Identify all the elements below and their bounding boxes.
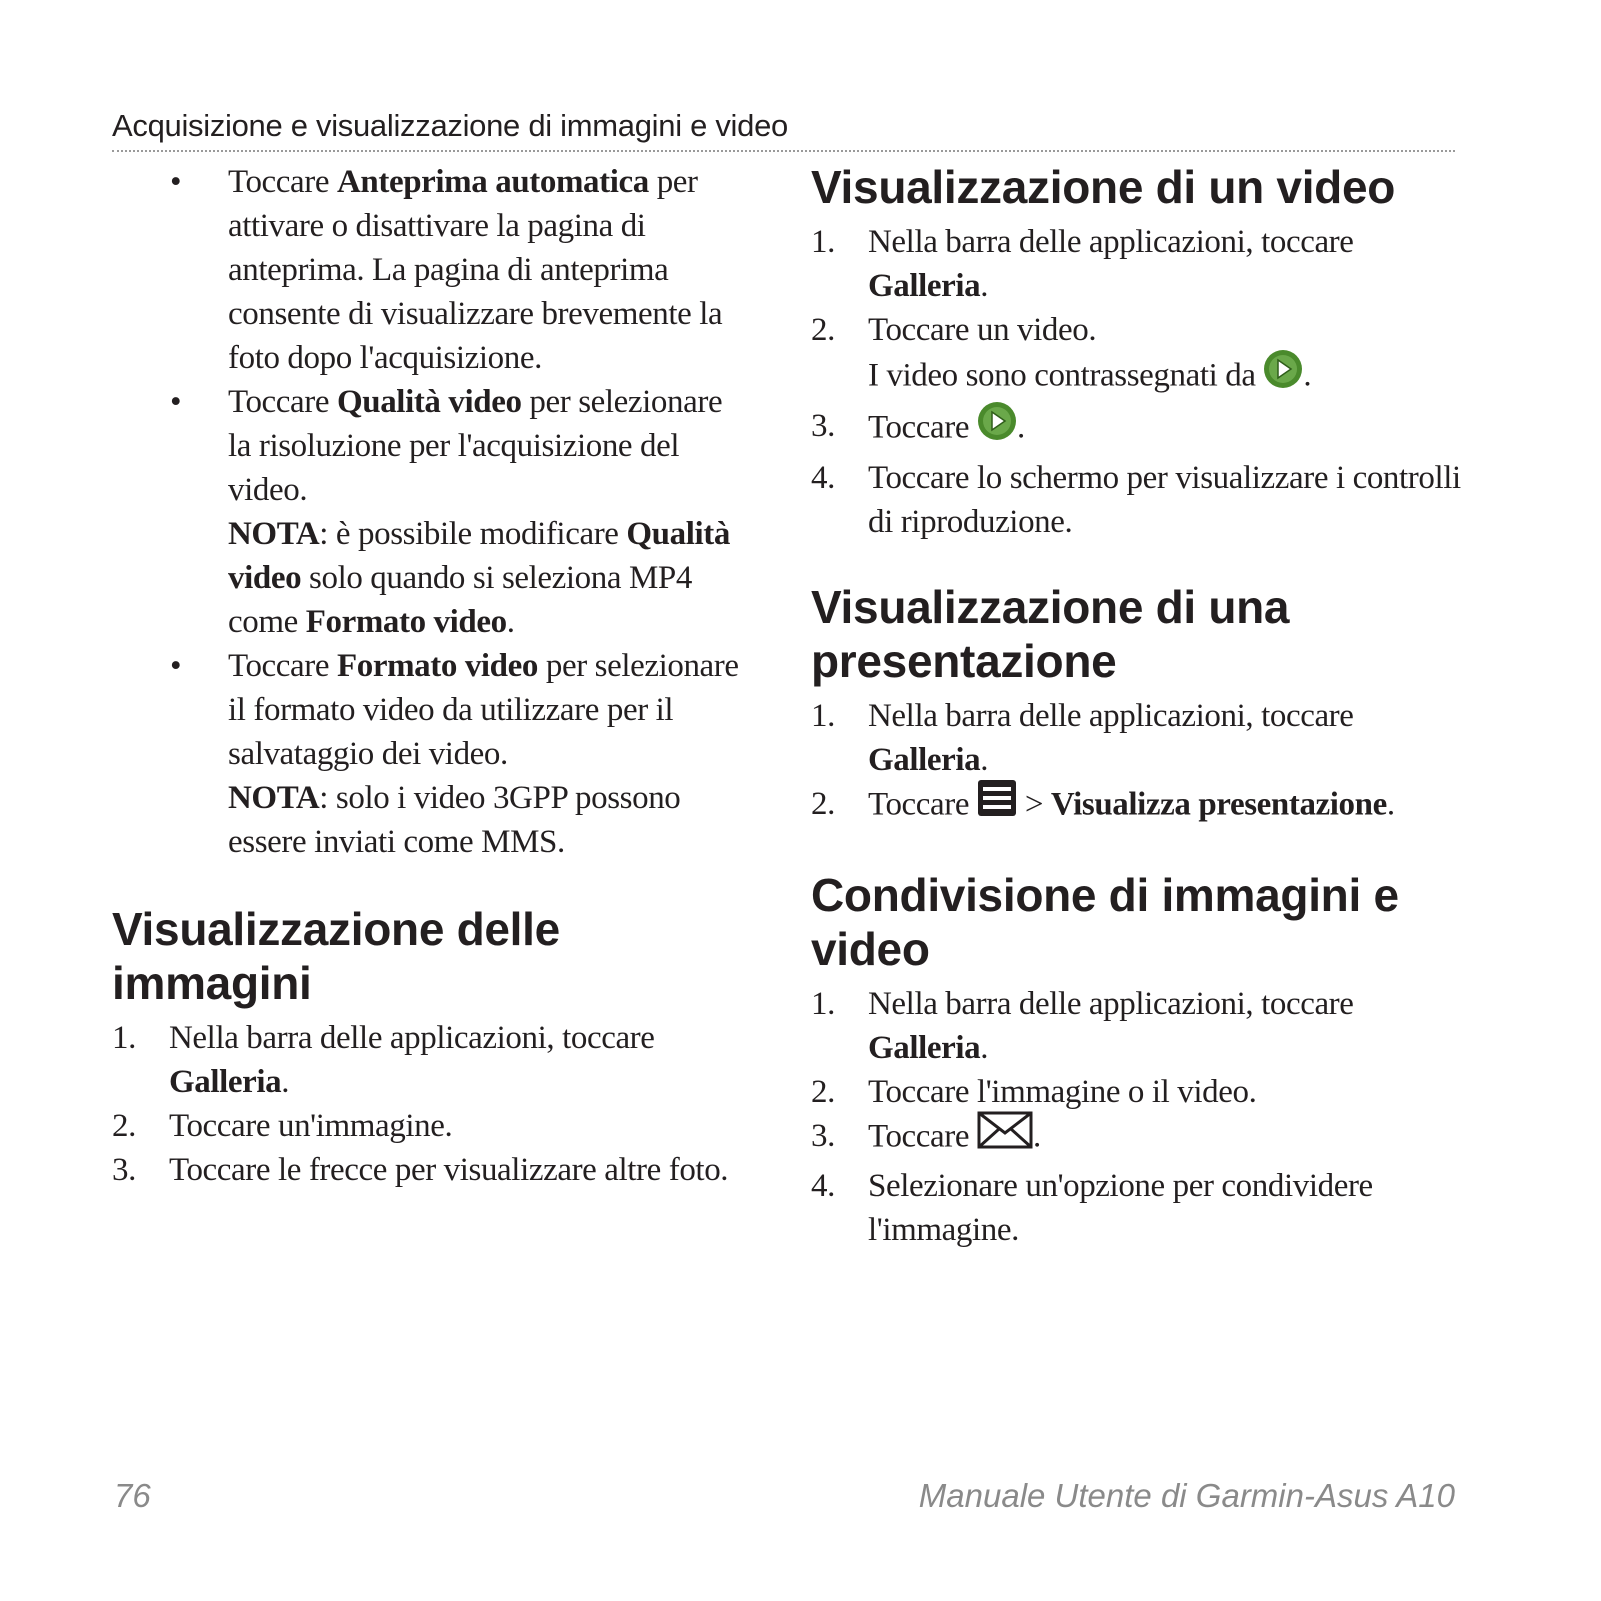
envelope-icon (977, 1111, 1033, 1161)
step-item: 2. Toccare > Visualizza presentazione. (811, 782, 1471, 832)
step-item: 4. Selezionare un'opzione per condividere l'immagine. (811, 1168, 1373, 1248)
manual-title: Manuale Utente di Garmin-Asus A10 (918, 1477, 1455, 1514)
step-item: 3. Toccare le frecce per visualizzare altre foto. (112, 1152, 729, 1188)
play-icon (977, 401, 1017, 453)
step-item: 1. Nella barra delle applicazioni, toccare Galleria. (112, 1020, 655, 1100)
heading-visualizzazione-immagini: Visualizzazione delle immagini (112, 903, 560, 1009)
step-item: 1. Nella barra delle applicazioni, toccare Galleria. (811, 698, 1354, 778)
bullet-formato: • Toccare Formato video per selezionare il formato video da utilizzare per il salvataggio dei video. (170, 648, 739, 772)
heading-visualizzazione-presentazione: Visualizzazione di una presentazione (811, 581, 1290, 687)
play-icon (1263, 349, 1303, 401)
note-mms: NOTA: solo i video 3GPP possono essere inviati come MMS. (228, 780, 681, 860)
right-column (811, 160, 1471, 1252)
page-number: 76 (114, 1477, 151, 1514)
step-item: 2. Toccare un'immagine. (112, 1108, 453, 1144)
step-item: 3. Toccare . (811, 404, 1471, 456)
step-item: 4. Toccare lo schermo per visualizzare i controlli di riproduzione. (811, 460, 1461, 540)
step-item: 2. Toccare l'immagine o il video. (811, 1074, 1257, 1110)
step-item: 1. Nella barra delle applicazioni, toccare Galleria. (811, 224, 1354, 304)
left-column (112, 160, 752, 1192)
step-subtext: I video sono contrassegnati da . (811, 352, 1471, 404)
heading-visualizzazione-video: Visualizzazione di un video (811, 161, 1396, 213)
step-item: 2. Toccare un video. (811, 312, 1097, 348)
note-qualita: NOTA: è possibile modificare Qualità video solo quando si seleziona MP4 come Formato video. (228, 516, 730, 640)
running-header: Acquisizione e visualizzazione di immagini e video (112, 108, 1455, 152)
step-item: 3. Toccare . (811, 1114, 1471, 1164)
menu-icon (977, 779, 1017, 829)
bullet-anteprima: • Toccare Anteprima automatica per attivare o disattivare la pagina di anteprima. La pagina di anteprima consente di visualizzare brevemente la foto dopo l'acquisizione. (170, 164, 723, 376)
heading-condivisione: Condivisione di immagini e video (811, 869, 1399, 975)
step-item: 1. Nella barra delle applicazioni, toccare Galleria. (811, 986, 1354, 1066)
bullet-qualita: • Toccare Qualità video per selezionare la risoluzione per l'acquisizione del video. (170, 384, 723, 508)
